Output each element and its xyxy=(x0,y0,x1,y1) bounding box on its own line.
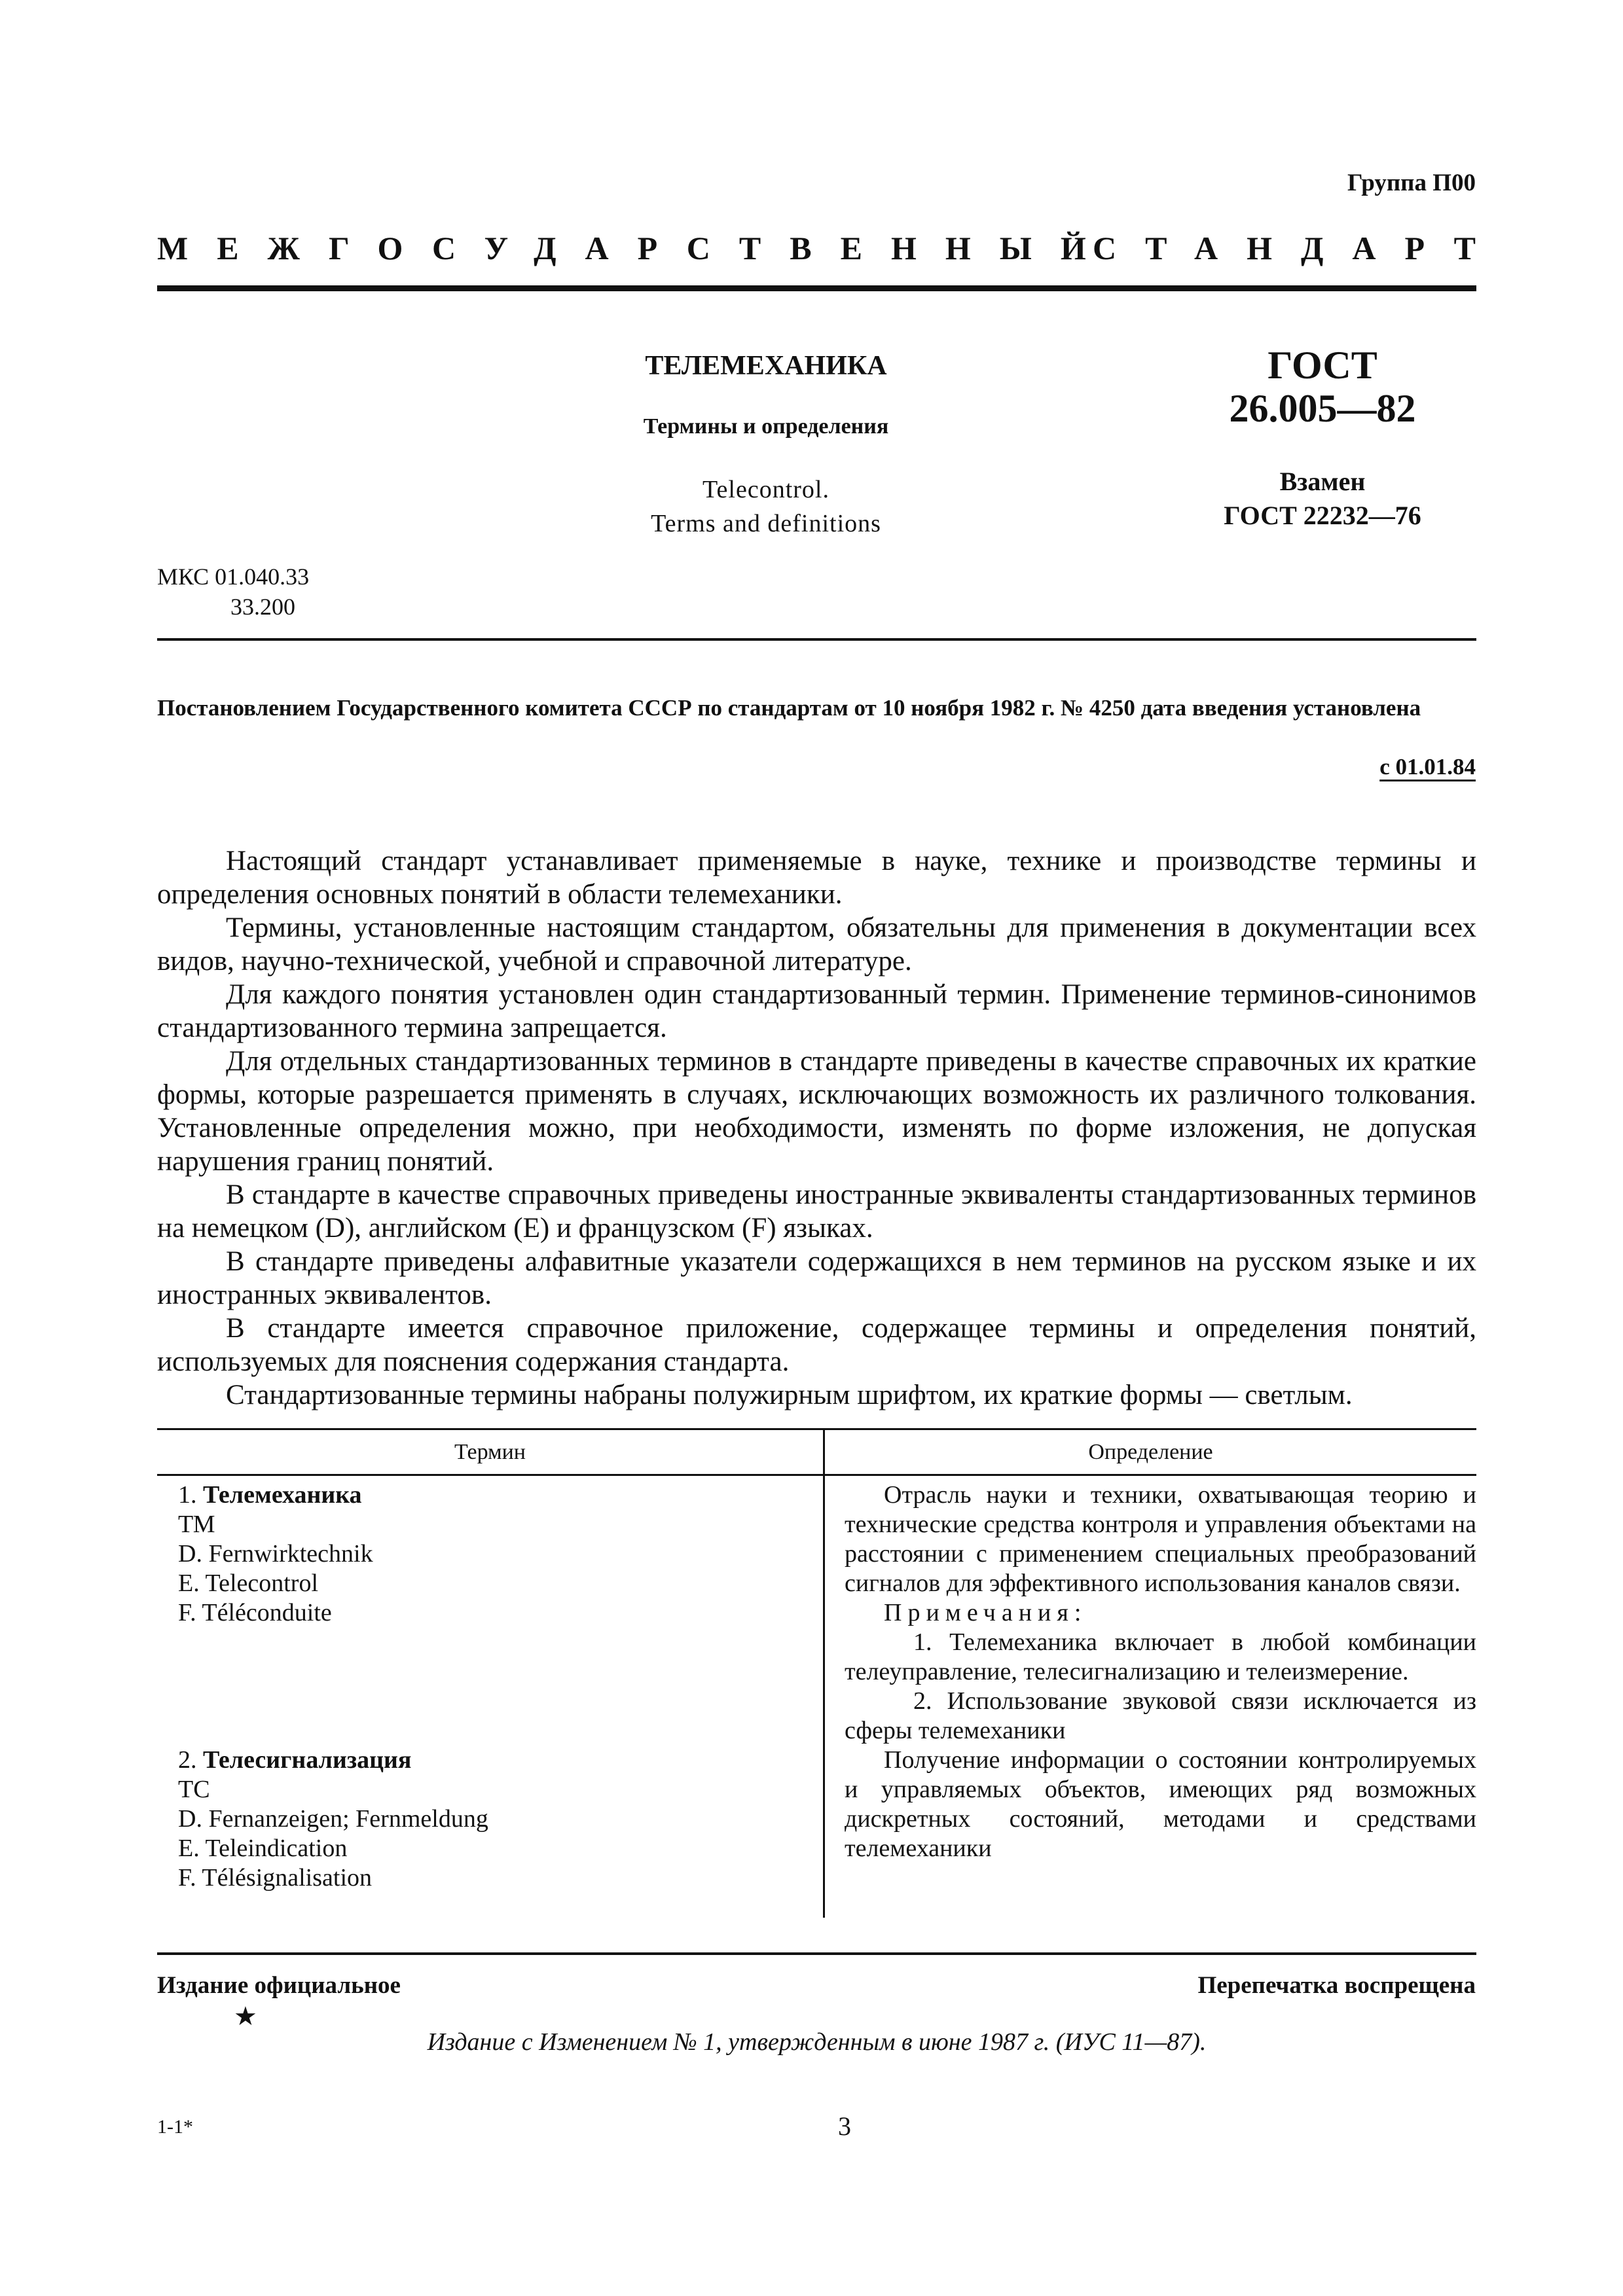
header-title-left: МЕЖГОСУДАРСТВЕННЫЙ xyxy=(157,230,1115,266)
intro-text xyxy=(157,844,1476,1412)
intro-paragraph: Для каждого понятия установлен один стандартизованный термин. Применение терминов-синонимов стандартизованного термина запрещается. xyxy=(157,979,1476,1043)
notes-heading: Примечания: xyxy=(884,1599,1087,1626)
table-row-term xyxy=(178,1480,373,1628)
decree-text: Постановлением Государственного комитета СССР по стандартам от 10 ноября 1982 г. № 4250 дата введения установлена xyxy=(157,695,1421,721)
standard-subtitle: Термины и определения xyxy=(643,414,889,439)
english-title-line: Telecontrol. xyxy=(702,476,830,503)
term-name: Телесигнализация xyxy=(203,1746,412,1774)
gost-designation xyxy=(1205,344,1440,430)
table-row-definition xyxy=(845,1480,1476,1746)
gost-number: 26.005—82 xyxy=(1229,387,1416,430)
standard-english-title xyxy=(524,473,1008,541)
note-item: 1. Телемеханика включает в любой комбинации телеуправление, телесигнализацию и телеизмерение. xyxy=(845,1628,1476,1685)
table-column-divider xyxy=(823,1428,825,1918)
intro-paragraph: Настоящий стандарт устанавливает применяемые в науке, технике и производстве термины и определения основных понятий в области телемеханики. xyxy=(157,846,1476,910)
term-number: 2. xyxy=(178,1746,197,1774)
gost-label: ГОСТ xyxy=(1267,344,1377,387)
column-header-definition: Определение xyxy=(1088,1440,1213,1464)
term-name: Телемеханика xyxy=(203,1481,362,1509)
term-german: D. Fernwirktechnik xyxy=(178,1540,373,1568)
star-icon: ★ xyxy=(234,2001,257,2031)
term-short-form: ТМ xyxy=(178,1511,215,1538)
intro-paragraph: В стандарте в качестве справочных приведены иностранные эквиваленты стандартизованных терминов на немецком (D), английском (E) и французском (F) языках. xyxy=(157,1179,1476,1244)
table-header-rule xyxy=(157,1474,1476,1476)
sheet-code: 1-1* xyxy=(157,2116,193,2138)
note-item: 2. Использование звуковой связи исключается из сферы телемеханики xyxy=(845,1687,1476,1744)
intro-paragraph: Стандартизованные термины набраны полужирным шрифтом, их краткие формы — светлым. xyxy=(226,1380,1353,1410)
mks-codes xyxy=(157,562,309,622)
table-top-rule xyxy=(157,1428,1476,1430)
term-english: E. Telecontrol xyxy=(178,1570,319,1597)
term-english: E. Teleindication xyxy=(178,1835,348,1862)
reprint-notice: Перепечатка воспрещена xyxy=(1197,1972,1476,1999)
definition-text: Отрасль науки и техники, охватывающая теорию и технические средства контроля и управления объектами на расстоянии с применением специальных преобразований сигналов для эффективного использования каналов связи. xyxy=(845,1481,1476,1597)
replaces-value: ГОСТ 22232—76 xyxy=(1224,501,1421,530)
column-header-term: Термин xyxy=(454,1440,526,1464)
header-divider xyxy=(157,285,1476,291)
term-french: F. Téléconduite xyxy=(178,1599,332,1626)
effective-date: с 01.01.84 xyxy=(1379,754,1476,780)
footer-divider xyxy=(157,1952,1476,1955)
replaces-label: Взамен xyxy=(1279,467,1366,496)
intro-paragraph: В стандарте имеется справочное приложение, содержащее термины и определения понятий, используемых для пояснения содержания стандарта. xyxy=(157,1313,1476,1377)
mks-code: МКС 01.040.33 xyxy=(157,564,310,590)
edition-label: Издание официальное xyxy=(157,1972,401,1999)
term-german: D. Fernanzeigen; Fernmeldung xyxy=(178,1805,488,1833)
definition-text: Получение информации о состоянии контролируемых и управляемых объектов, имеющих ряд возможных дискретных состояний, методами и средствами телемеханики xyxy=(845,1746,1476,1862)
term-short-form: ТС xyxy=(178,1776,210,1803)
term-french: F. Télésignalisation xyxy=(178,1864,373,1892)
title-divider xyxy=(157,638,1476,641)
table-row-definition xyxy=(845,1746,1476,1863)
intro-paragraph: Для отдельных стандартизованных терминов в стандарте приведены в качестве справочных их краткие формы, которые разрешается применять в случаях, исключающих возможность их различного толкования. Установленные определения можно, при необходимости, изменять по форме изложения, не допуская нарушения границ понятий. xyxy=(157,1046,1476,1177)
replaces-block xyxy=(1205,465,1440,533)
intro-paragraph: Термины, установленные настоящим стандартом, обязательны для применения в документации всех видов, научно-технической, учебной и справочной литературе. xyxy=(157,912,1476,977)
term-number: 1. xyxy=(178,1481,197,1509)
amendment-note: Издание с Изменением № 1, утвержденным в июне 1987 г. (ИУС 11—87). xyxy=(427,2028,1207,2056)
page-number: 3 xyxy=(838,2111,851,2141)
english-title-line: Terms and definitions xyxy=(651,510,881,537)
mks-code: 33.200 xyxy=(230,594,295,620)
table-row-term xyxy=(178,1746,488,1893)
intro-paragraph: В стандарте приведены алфавитные указатели содержащихся в нем терминов на русском языке и их иностранных эквивалентов. xyxy=(157,1246,1476,1310)
group-code: Группа П00 xyxy=(1347,170,1476,196)
header-title-right: СТАНДАРТ xyxy=(1093,230,1504,266)
standard-title: ТЕЛЕМЕХАНИКА xyxy=(645,351,887,381)
